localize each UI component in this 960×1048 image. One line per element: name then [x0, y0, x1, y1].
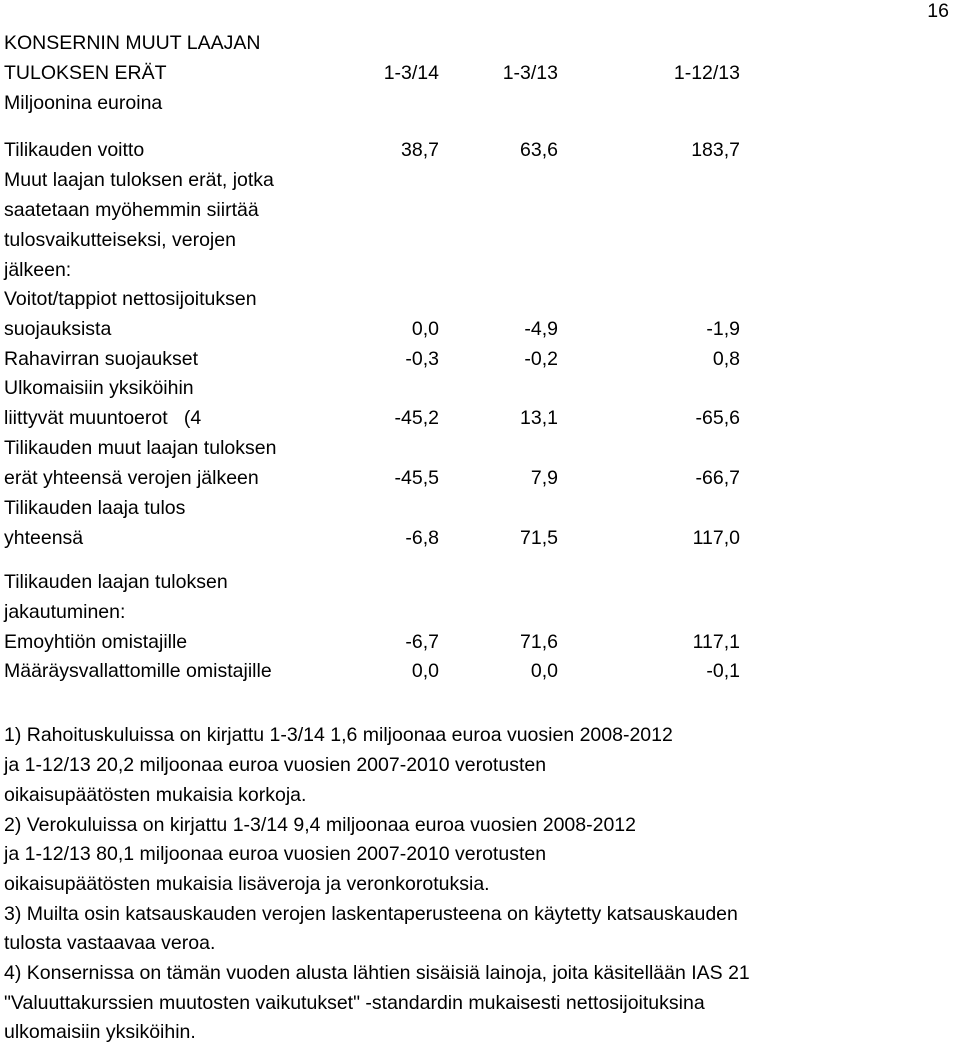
cell-value: 13,1: [520, 407, 558, 429]
row-label: saatetaan myöhemmin siirtää: [4, 199, 259, 221]
cell-value: 0,8: [712, 348, 740, 370]
unit-label: Miljoonina euroina: [4, 92, 163, 114]
cell-value: 0,0: [411, 318, 439, 340]
cell-value: 117,1: [692, 631, 740, 653]
title-text: TULOKSEN ERÄT: [4, 62, 167, 84]
footnote-line: oikaisupäätösten mukaisia lisäveroja ja veronkorotuksia.: [4, 873, 490, 895]
footnote-line: oikaisupäätösten mukaisia korkoja.: [4, 784, 307, 806]
column-header: 1-3/14: [383, 62, 439, 84]
row-label: Tilikauden laajan tuloksen: [4, 571, 228, 593]
footnote-line: 3) Muilta osin katsauskauden verojen laskentaperusteena on käytetty katsauskauden: [4, 903, 738, 925]
footnote-line: "Valuuttakurssien muutosten vaikutukset" -standardin mukaisesti nettosijoituksina: [4, 992, 705, 1014]
row-label: erät yhteensä verojen jälkeen: [4, 467, 259, 489]
cell-value: -4,9: [524, 318, 558, 340]
cell-value: 38,7: [401, 139, 439, 161]
row-label: Tilikauden muut laajan tuloksen: [4, 437, 277, 459]
title-text: KONSERNIN MUUT LAAJAN: [4, 32, 261, 54]
row-label: Muut laajan tuloksen erät, jotka: [4, 169, 274, 191]
row-label: jälkeen:: [4, 259, 72, 281]
cell-value: -65,6: [695, 407, 740, 429]
cell-value: 7,9: [530, 467, 558, 489]
cell-value: -6,8: [405, 527, 439, 549]
footnote-line: 1) Rahoituskuluissa on kirjattu 1-3/14 1,6 miljoonaa euroa vuosien 2008-2012: [4, 724, 673, 746]
cell-value: -1,9: [706, 318, 740, 340]
cell-value: -0,2: [524, 348, 558, 370]
cell-value: 71,6: [520, 631, 558, 653]
footnote-line: 2) Verokuluissa on kirjattu 1-3/14 9,4 miljoonaa euroa vuosien 2008-2012: [4, 814, 636, 836]
cell-value: -0,1: [706, 660, 740, 682]
cell-value: 183,7: [691, 139, 740, 161]
footnote-line: ja 1-12/13 80,1 miljoonaa euroa vuosien 2007-2010 verotusten: [4, 843, 547, 865]
footnote-line: 4) Konsernissa on tämän vuoden alusta lähtien sisäisiä lainoja, joita käsitellään IAS 21: [4, 962, 750, 984]
column-header: 1-3/13: [502, 62, 558, 84]
footnote-line: ja 1-12/13 20,2 miljoonaa euroa vuosien 2007-2010 verotusten: [4, 754, 547, 776]
cell-value: 71,5: [520, 527, 558, 549]
cell-value: 0,0: [530, 660, 558, 682]
footnote-line: ulkomaisiin yksiköihin.: [4, 1021, 196, 1043]
cell-value: -66,7: [695, 467, 740, 489]
cell-value: -45,2: [394, 407, 439, 429]
row-label: Määräysvallattomille omistajille: [4, 660, 272, 682]
cell-value: -6,7: [405, 631, 439, 653]
row-label: Ulkomaisiin yksiköihin: [4, 377, 194, 399]
footnote-line: tulosta vastaavaa veroa.: [4, 932, 216, 954]
cell-value: 0,0: [411, 660, 439, 682]
row-label: Tilikauden voitto: [4, 139, 145, 161]
row-label: liittyvät muuntoerot (4: [4, 407, 202, 429]
cell-value: -45,5: [394, 467, 439, 489]
row-label: Voitot/tappiot nettosijoituksen: [4, 288, 257, 310]
cell-value: -0,3: [405, 348, 439, 370]
column-header: 1-12/13: [673, 62, 740, 84]
row-label: Tilikauden laaja tulos: [4, 497, 186, 519]
row-label: yhteensä: [4, 527, 84, 549]
cell-value: 117,0: [692, 527, 740, 549]
row-label: suojauksista: [4, 318, 112, 340]
row-label: Rahavirran suojaukset: [4, 348, 199, 370]
row-label: jakautuminen:: [4, 601, 126, 623]
row-label: tulosvaikutteiseksi, verojen: [4, 229, 236, 251]
row-label: Emoyhtiön omistajille: [4, 631, 188, 653]
cell-value: 63,6: [520, 139, 558, 161]
page-number: 16: [927, 0, 949, 22]
